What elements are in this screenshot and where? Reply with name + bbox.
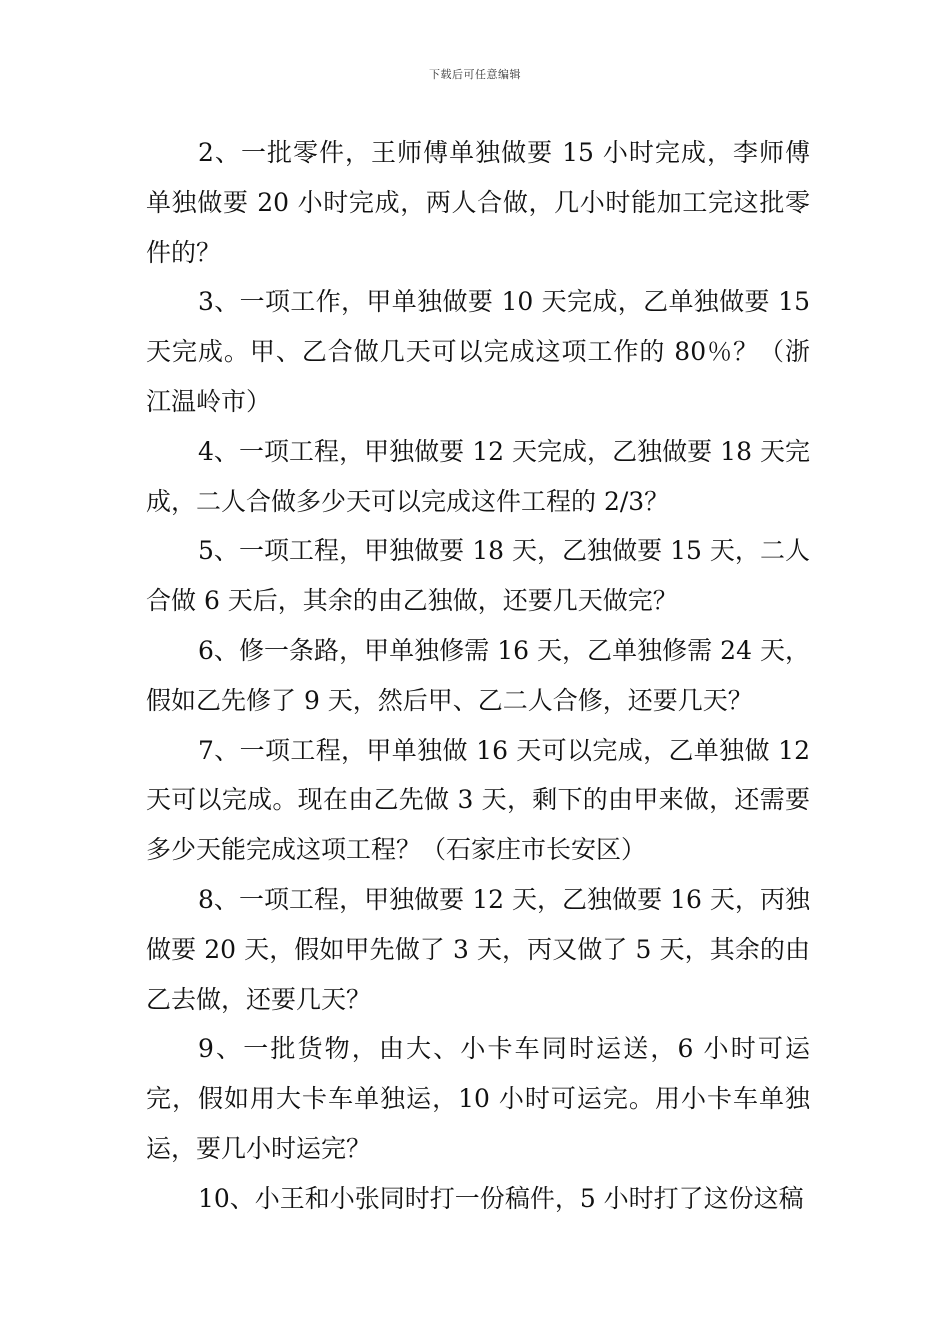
problem-6: 6、修一条路，甲单独修需 16 天，乙单独修需 24 天，假如乙先修了 9 天，然后甲、乙二人合修，还要几天？ [146, 635, 810, 715]
problem-3: 3、一项工作，甲单独做要 10 天完成，乙单独做要 15 天完成。甲、乙合做几天可以完成这项工作的 80％？（浙江温岭市） [146, 287, 810, 416]
problem-10: 10、小王和小张同时打一份稿件，5 小时打了这份这稿 [198, 1183, 804, 1213]
document-body [146, 128, 810, 1224]
problem-4: 4、一项工程，甲独做要 12 天完成，乙独做要 18 天完成，二人合做多少天可以完成这件工程的 2/3？ [146, 436, 810, 516]
problem-2: 2、一批零件，王师傅单独做要 15 小时完成，李师傅单独做要 20 小时完成，两人合做，几小时能加工完这批零件的？ [146, 138, 810, 267]
problem-8: 8、一项工程，甲独做要 12 天，乙独做要 16 天，丙独做要 20 天，假如甲先做了 3 天，丙又做了 5 天，其余的由乙去做，还要几天？ [146, 884, 810, 1014]
page-header: 下载后可任意编辑 [429, 68, 521, 81]
problem-9: 9、一批货物，由大、小卡车同时运送，6 小时可运完，假如用大卡车单独运，10 小时可运完。用小卡车单独运，要几小时运完？ [146, 1034, 810, 1163]
problem-7: 7、一项工程，甲单独做 16 天可以完成，乙单独做 12 天可以完成。现在由乙先做 3 天，剩下的由甲来做，还需要多少天能完成这项工程？（石家庄市长安区） [146, 735, 810, 865]
problem-5: 5、一项工程，甲独做要 18 天，乙独做要 15 天，二人合做 6 天后，其余的由乙独做，还要几天做完？ [146, 536, 810, 616]
